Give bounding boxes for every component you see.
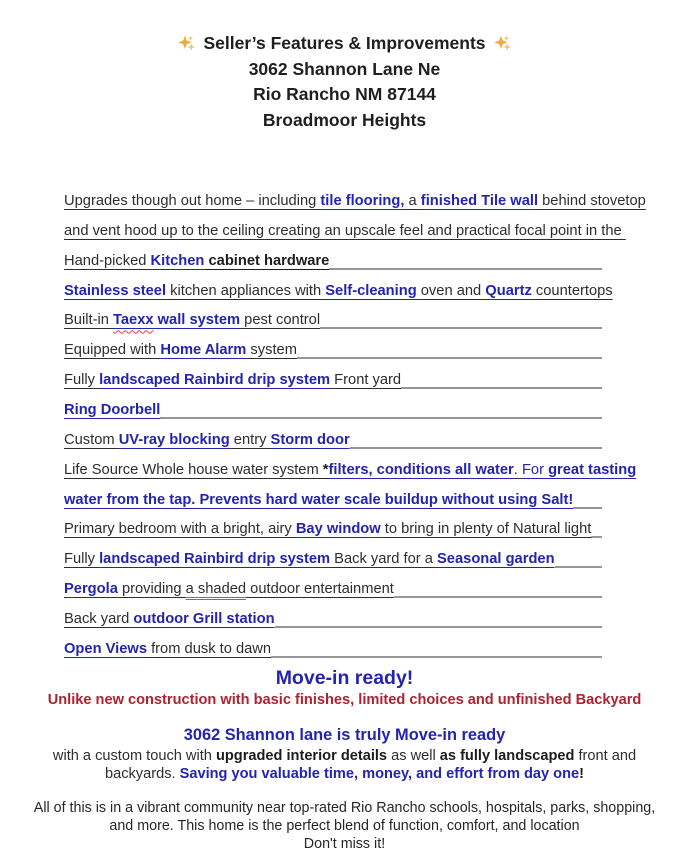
text-segment: cabinet hardware <box>204 252 330 269</box>
text-segment: Open Views <box>64 640 147 657</box>
text-segment: from dusk to dawn <box>147 640 272 657</box>
truly-move-in-heading: 3062 Shannon lane is truly Move-in ready <box>183 726 506 744</box>
text-segment: outdoor Grill station <box>133 611 275 628</box>
text-segment: landscaped Rainbird drip system <box>99 551 331 568</box>
community-paragraph <box>0 799 689 854</box>
underline-filler <box>401 388 602 389</box>
text-segment: Built-in <box>64 312 113 329</box>
underline-filler <box>394 597 602 598</box>
grammar-underline: a shaded <box>185 581 247 598</box>
feature-text <box>64 340 297 360</box>
text-segment: landscaped Rainbird drip system <box>99 372 331 389</box>
underline-filler <box>297 358 602 359</box>
text-segment: entry <box>229 431 271 448</box>
text-segment: oven and <box>416 282 486 299</box>
feature-line <box>64 303 602 333</box>
feature-text <box>64 310 320 330</box>
underline-filler <box>271 656 602 657</box>
text-segment: outdoor entertainment <box>246 581 394 598</box>
text-segment: backyards. <box>104 766 180 783</box>
text-segment: tile flooring, <box>320 193 405 209</box>
feature-line <box>64 632 602 662</box>
text-segment <box>186 581 246 597</box>
text-segment: ! <box>579 766 585 783</box>
address-line-2: Rio Rancho NM 87144 <box>253 84 436 105</box>
move-in-ready-heading: Move-in ready! <box>275 667 414 689</box>
text-segment: wall system <box>153 312 241 329</box>
feature-text <box>64 251 329 271</box>
text-segment: kitchen appliances with <box>166 282 326 299</box>
text-segment: water from the tap. Prevents hard water scale buildup without using Salt! <box>64 491 574 508</box>
text-segment: finished Tile wall <box>420 193 539 209</box>
underline-filler <box>350 447 602 448</box>
community-line-3: Don't miss it! <box>303 836 386 853</box>
text-segment <box>113 312 154 328</box>
text-segment: . <box>513 461 522 478</box>
text-segment: and vent hood up to the ceiling creating an upscale feel and practical focal point in the <box>64 222 626 239</box>
feature-line <box>64 214 626 244</box>
feature-line <box>64 602 602 632</box>
text-segment: Home Alarm <box>160 342 247 359</box>
feature-line <box>64 572 602 602</box>
text-segment: Seasonal garden <box>437 551 555 568</box>
feature-line <box>64 542 602 572</box>
text-segment: Primary bedroom with a bright, airy <box>64 521 296 538</box>
features-list <box>64 184 646 662</box>
underline-filler <box>329 268 602 269</box>
text-segment: Quartz <box>485 282 532 299</box>
text-segment: Fully <box>64 551 100 568</box>
sparkles-icon <box>177 34 196 53</box>
text-segment: Upgrades though out home – including <box>64 193 321 209</box>
feature-text <box>64 191 646 211</box>
text-segment: Pergola <box>64 581 118 598</box>
text-segment: Saving you valuable time, money, and effort from day one <box>179 766 580 783</box>
document-header <box>0 31 689 133</box>
underline-filler <box>320 328 602 329</box>
feature-line <box>64 453 637 483</box>
text-segment: Custom <box>64 431 119 448</box>
feature-text <box>64 281 613 301</box>
feature-line <box>64 423 602 453</box>
text-segment: Fully <box>64 372 100 389</box>
text-segment: Ring Doorbell <box>64 402 161 419</box>
text-segment: Self-cleaning <box>325 282 417 299</box>
custom-touch-paragraph <box>0 747 689 784</box>
feature-text <box>64 609 275 629</box>
text-segment: pest control <box>240 312 321 329</box>
address-line-1: 3062 Shannon Lane Ne <box>248 58 441 79</box>
feature-line <box>64 393 602 423</box>
feature-text <box>64 370 401 390</box>
text-segment: Life Source Whole house water system <box>64 461 323 478</box>
text-segment: Equipped with <box>64 342 161 359</box>
text-segment: For <box>521 461 549 478</box>
text-segment: Kitchen <box>150 252 205 269</box>
text-segment: a <box>404 193 421 209</box>
feature-text <box>64 400 160 420</box>
page-title: Seller’s Features & Improvements <box>203 33 486 53</box>
feature-text <box>64 490 573 510</box>
text-segment: upgraded interior details <box>215 748 388 764</box>
text-segment: front and <box>574 748 637 764</box>
text-segment: Back yard <box>64 611 134 628</box>
feature-text <box>64 549 555 569</box>
text-segment: Storm door <box>270 431 350 448</box>
feature-line <box>64 184 646 214</box>
sparkles-icon <box>493 34 512 53</box>
underline-filler <box>555 567 602 568</box>
text-segment: filters, conditions all water <box>328 461 514 478</box>
community-line-1: All of this is in a vibrant community near top-rated Rio Rancho schools, hospitals, parks, shopping, <box>33 800 656 816</box>
feature-line <box>64 483 602 513</box>
underline-filler <box>275 627 602 628</box>
address-line-3: Broadmoor Heights <box>262 109 427 130</box>
feature-line <box>64 274 613 304</box>
text-segment: to bring in plenty of Natural light <box>380 521 592 538</box>
text-segment: Bay window <box>295 521 381 538</box>
feature-text <box>64 639 271 659</box>
text-segment: countertops <box>531 282 613 299</box>
title-line <box>0 31 689 57</box>
feature-line <box>64 363 602 393</box>
feature-text <box>64 579 394 599</box>
feature-line <box>64 244 602 274</box>
text-segment: Front yard <box>330 372 402 389</box>
feature-text <box>64 221 626 241</box>
spellcheck-underline: Taexx <box>112 312 154 329</box>
text-segment: system <box>246 342 297 359</box>
text-segment: Back yard for a <box>330 551 438 568</box>
text-segment: Stainless steel <box>64 282 167 299</box>
underline-filler <box>160 418 602 419</box>
underline-filler <box>573 507 602 508</box>
text-segment: behind stovetop <box>538 193 646 209</box>
unlike-new-construction-line: Unlike new construction with basic finishes, limited choices and unfinished Backyard <box>47 692 642 708</box>
text-segment: with a custom touch with <box>52 748 216 764</box>
feature-text <box>64 460 636 480</box>
text-segment: as fully landscaped <box>439 748 575 764</box>
feature-line <box>64 333 602 363</box>
community-line-2: and more. This home is the perfect blend of function, comfort, and location <box>109 818 580 835</box>
feature-line <box>64 512 602 542</box>
underline-filler <box>591 537 602 538</box>
text-segment: providing <box>117 581 186 598</box>
custom-touch-line <box>0 747 689 765</box>
text-segment: as well <box>387 748 440 764</box>
feature-text <box>64 430 350 450</box>
text-segment: Hand-picked <box>64 252 151 269</box>
text-segment: * <box>322 461 329 478</box>
feature-text <box>64 519 591 539</box>
text-segment: great tasting <box>548 461 637 478</box>
custom-touch-line <box>0 765 689 783</box>
text-segment: UV-ray blocking <box>118 431 230 448</box>
